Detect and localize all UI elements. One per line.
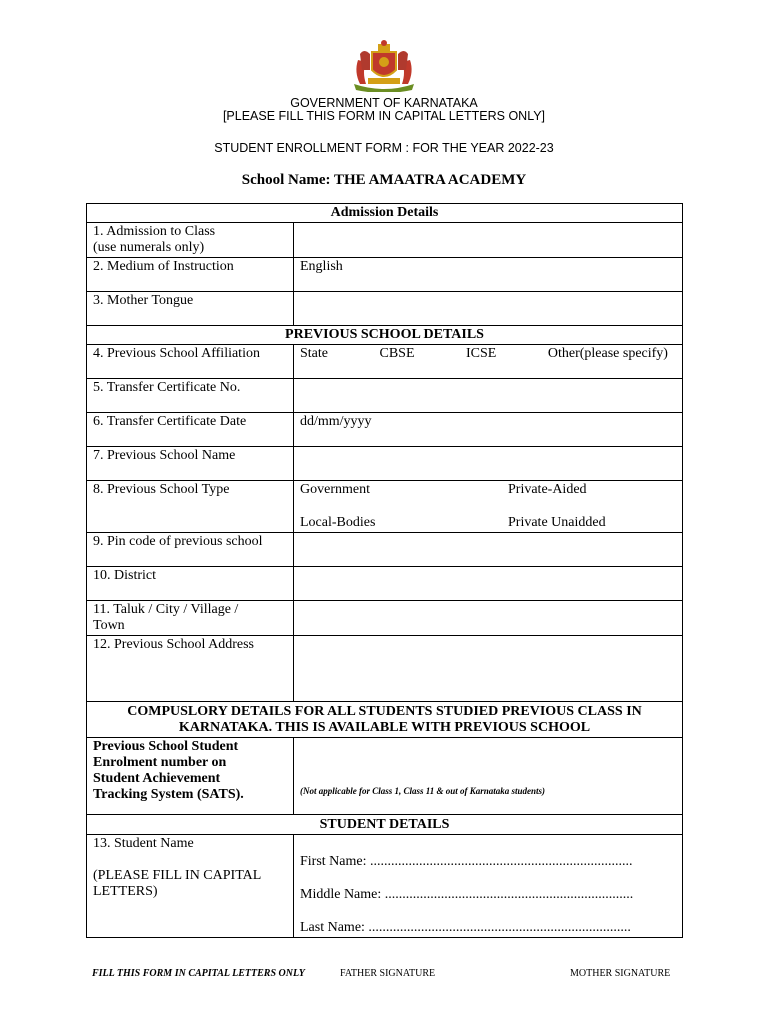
form-title: STUDENT ENROLLMENT FORM : FOR THE YEAR 2022-23	[214, 141, 554, 155]
father-signature-label: FATHER SIGNATURE	[340, 968, 436, 979]
section-compulsory-row	[87, 702, 683, 738]
field-admission-class[interactable]	[294, 223, 683, 258]
field-taluk[interactable]	[294, 601, 683, 636]
label-previous-address: 12. Previous School Address	[87, 636, 294, 702]
row-admission-class	[87, 223, 683, 258]
label-previous-school-name: 7. Previous School Name	[87, 447, 294, 481]
field-previous-school-name[interactable]	[294, 447, 683, 481]
footer-caps-note: FILL THIS FORM IN CAPITAL LETTERS ONLY	[92, 968, 305, 979]
field-tc-no[interactable]	[294, 379, 683, 413]
field-affiliation[interactable]	[294, 345, 683, 379]
label-affiliation: 4. Previous School Affiliation	[87, 345, 294, 379]
label-line: Previous School Student	[93, 739, 239, 754]
label-school-type: 8. Previous School Type	[87, 481, 294, 533]
field-pin-code[interactable]	[294, 533, 683, 567]
row-tc-date	[87, 413, 683, 447]
first-name-field[interactable]: First Name: ...........................................................................	[300, 854, 633, 869]
field-student-name	[294, 835, 683, 938]
row-previous-address	[87, 636, 683, 702]
field-tc-date[interactable]: dd/mm/yyyy	[294, 413, 683, 447]
heading-line: KARNATAKA. THIS IS AVAILABLE WITH PREVIOUS SCHOOL	[178, 719, 591, 735]
label-line: Student Achievement	[93, 771, 221, 786]
row-district	[87, 567, 683, 601]
row-medium	[87, 258, 683, 292]
row-affiliation	[87, 345, 683, 379]
field-district[interactable]	[294, 567, 683, 601]
label-taluk	[87, 601, 294, 636]
field-school-type[interactable]	[294, 481, 683, 533]
option-local-bodies[interactable]: Local-Bodies	[300, 515, 376, 530]
row-taluk	[87, 601, 683, 636]
last-name-field[interactable]: Last Name: ...........................................................................	[300, 920, 631, 935]
field-previous-address[interactable]	[294, 636, 683, 702]
label-line: Town	[93, 618, 125, 633]
middle-name-field[interactable]: Middle Name: .......................................................................	[300, 887, 634, 902]
section-previous-row	[87, 326, 683, 345]
field-medium[interactable]: English	[294, 258, 683, 292]
field-mother-tongue[interactable]	[294, 292, 683, 326]
section-heading-student: STUDENT DETAILS	[87, 815, 683, 835]
field-sats[interactable]	[294, 738, 683, 815]
label-tc-no: 5. Transfer Certificate No.	[87, 379, 294, 413]
section-heading-compulsory	[87, 702, 683, 738]
section-heading-admission: Admission Details	[87, 204, 683, 223]
label-line: LETTERS)	[93, 884, 158, 899]
school-name: School Name: THE AMAATRA ACADEMY	[241, 172, 527, 188]
sats-note: (Not applicable for Class 1, Class 11 & out of Karnataka students)	[300, 786, 546, 796]
row-sats	[87, 738, 683, 815]
option-private-unaided[interactable]: Private Unaidded	[508, 515, 606, 530]
government-heading: GOVERNMENT OF KARNATAKA	[290, 96, 478, 110]
capital-letters-instruction: [PLEASE FILL THIS FORM IN CAPITAL LETTERS ONLY]	[222, 109, 546, 123]
row-tc-no	[87, 379, 683, 413]
label-pin-code: 9. Pin code of previous school	[87, 533, 294, 567]
label-line: 1. Admission to Class	[93, 224, 216, 239]
label-line: (PLEASE FILL IN CAPITAL	[93, 868, 262, 883]
label-mother-tongue: 3. Mother Tongue	[87, 292, 294, 326]
row-previous-school-name	[87, 447, 683, 481]
row-school-type	[87, 481, 683, 533]
section-student-row	[87, 815, 683, 835]
option-cbse[interactable]: CBSE	[379, 346, 415, 361]
row-pin-code	[87, 533, 683, 567]
option-icse[interactable]: ICSE	[466, 346, 497, 361]
section-admission-row	[87, 204, 683, 223]
heading-line: COMPUSLORY DETAILS FOR ALL STUDENTS STUDIED PREVIOUS CLASS IN	[127, 703, 642, 719]
option-private-aided[interactable]: Private-Aided	[508, 482, 587, 497]
row-student-name	[87, 835, 683, 938]
label-line: (use numerals only)	[93, 240, 205, 255]
label-medium: 2. Medium of Instruction	[87, 258, 294, 292]
enrollment-form-table	[86, 203, 683, 938]
label-tc-date: 6. Transfer Certificate Date	[87, 413, 294, 447]
option-government[interactable]: Government	[300, 482, 370, 497]
label-line: Enrolment number on	[93, 755, 227, 770]
label-district: 10. District	[87, 567, 294, 601]
label-line: 11. Taluk / City / Village /	[93, 602, 239, 617]
label-admission-class	[87, 223, 294, 258]
label-line: 13. Student Name	[93, 836, 194, 851]
label-line: Tracking System (SATS).	[93, 787, 244, 802]
row-mother-tongue	[87, 292, 683, 326]
label-sats	[87, 738, 294, 815]
option-state[interactable]: State	[300, 346, 328, 361]
mother-signature-label: MOTHER SIGNATURE	[570, 968, 671, 979]
label-student-name	[87, 835, 294, 938]
section-heading-previous: PREVIOUS SCHOOL DETAILS	[87, 326, 683, 345]
karnataka-emblem-icon	[350, 40, 418, 92]
option-other[interactable]: Other(please specify)	[547, 346, 668, 361]
